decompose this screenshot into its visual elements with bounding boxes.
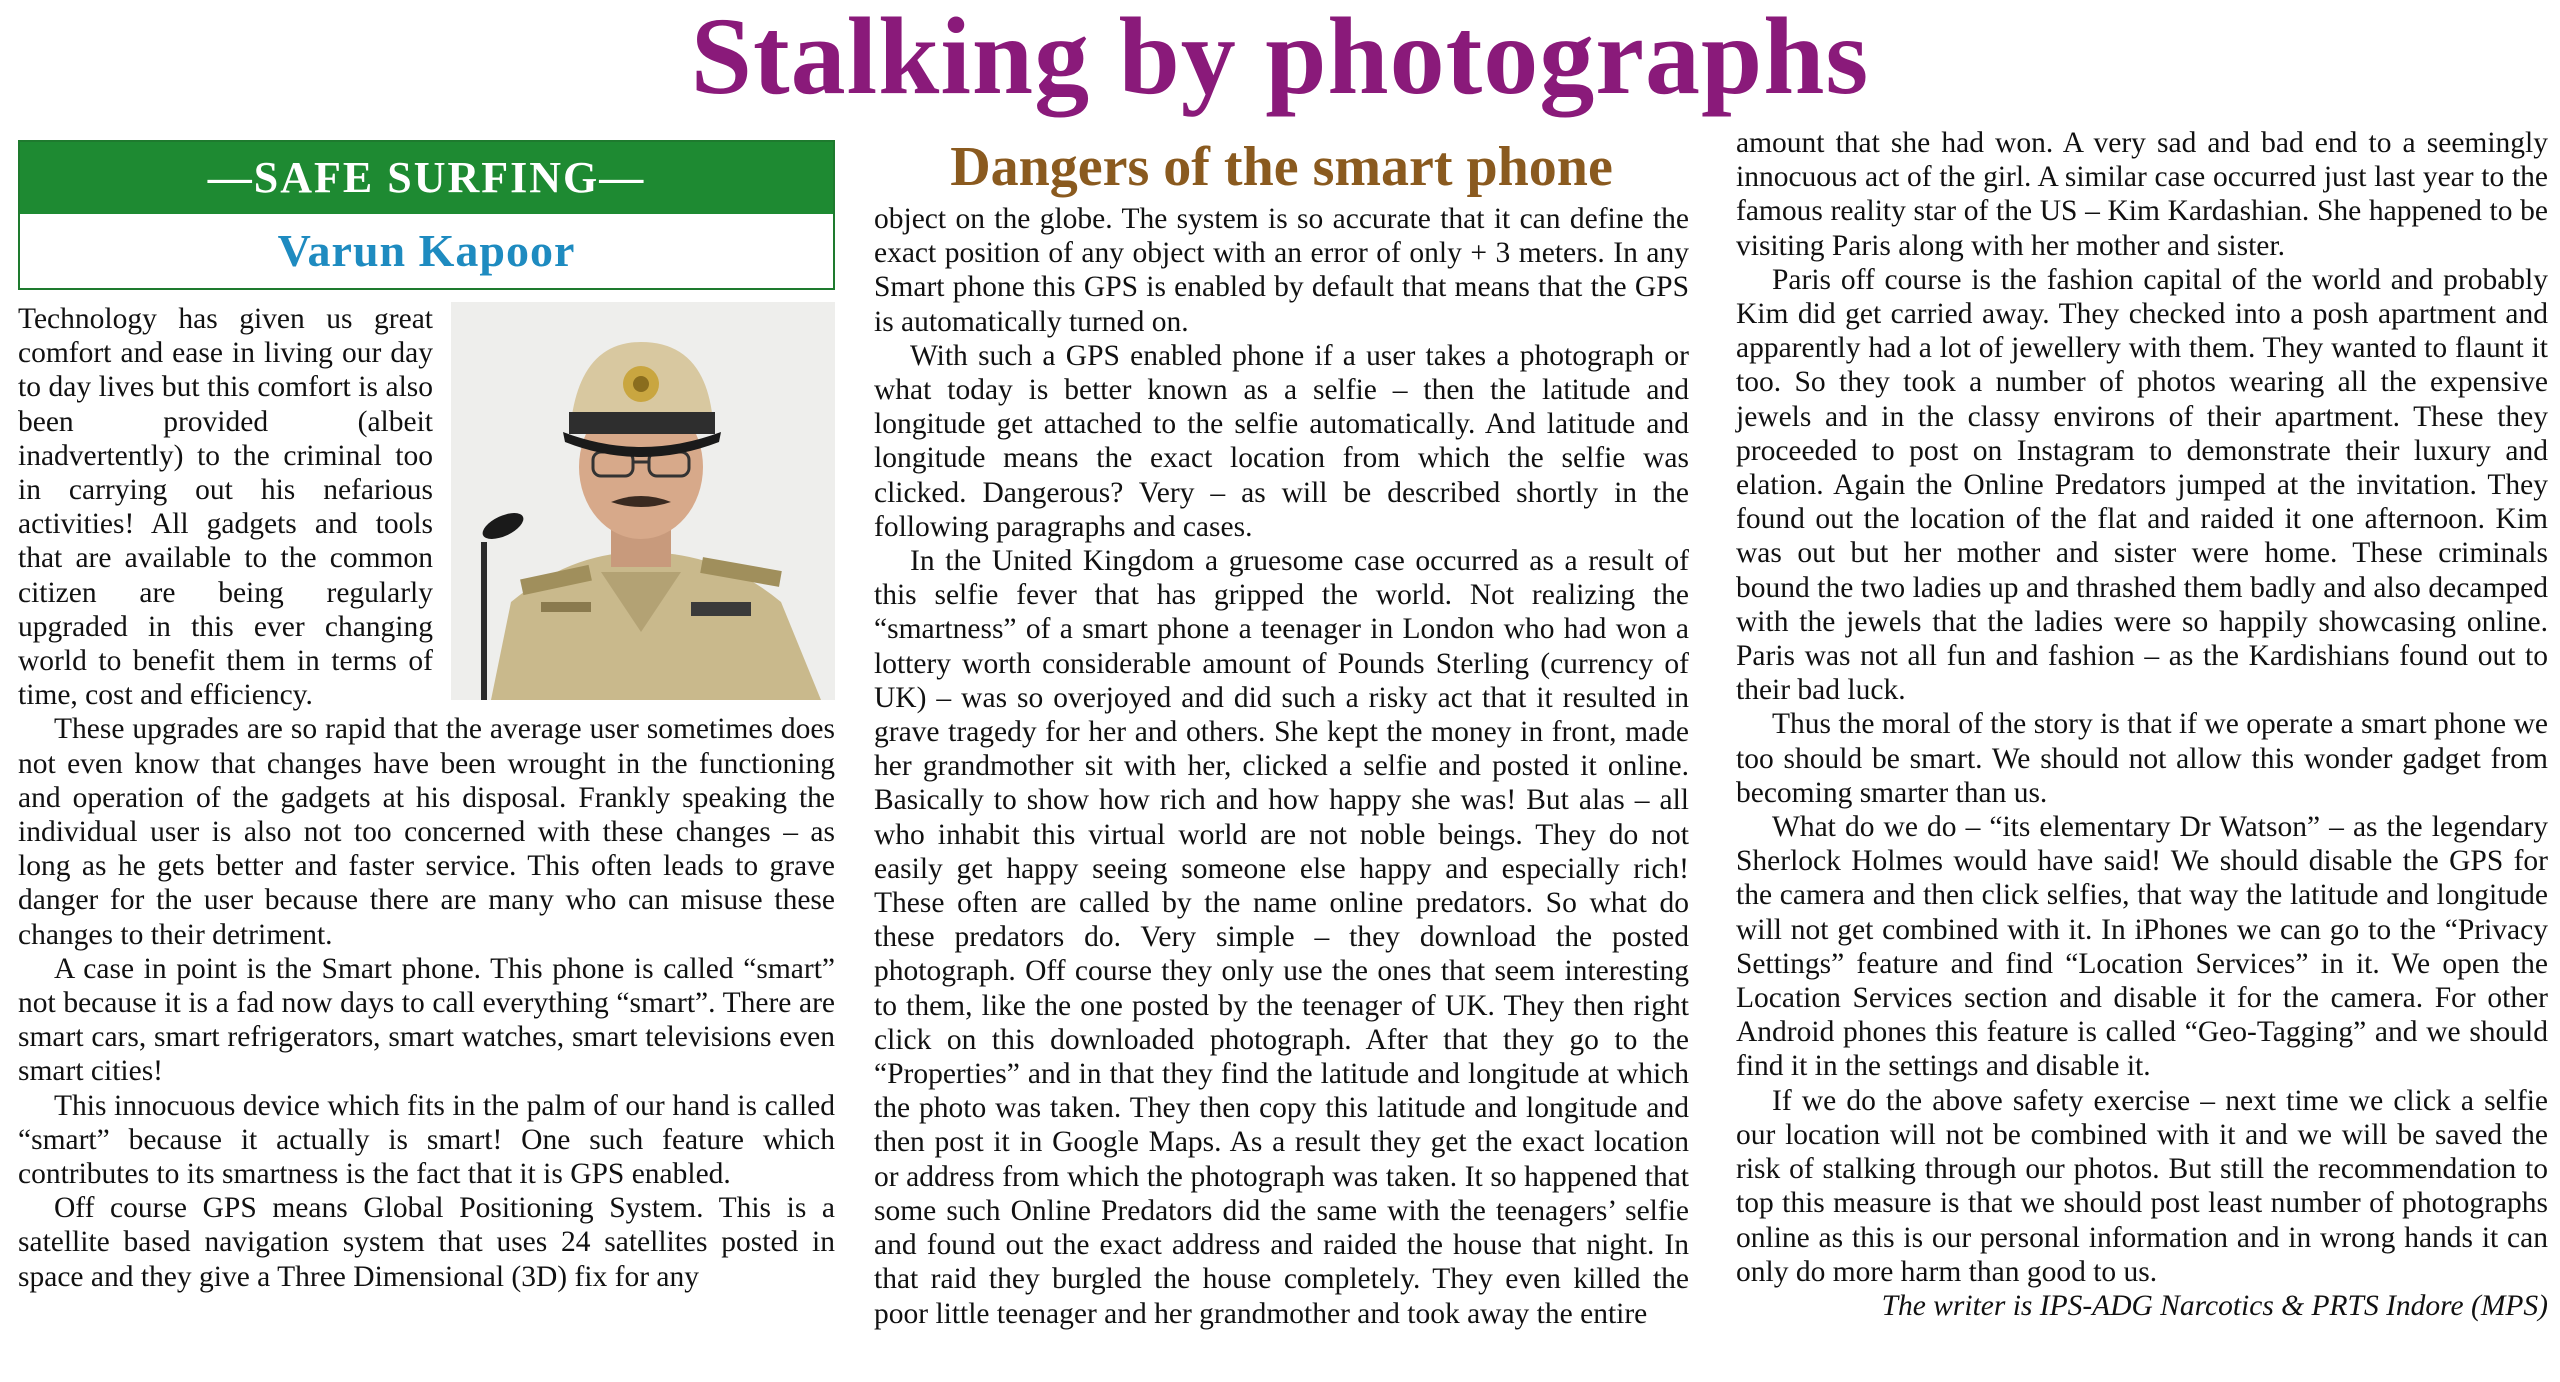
article-column-1 bbox=[18, 302, 835, 1294]
page-title: Stalking by photographs bbox=[690, 0, 1870, 117]
paragraph: Off course GPS means Global Positioning System. This is a satellite based navigation system that uses 24 satellites posted in space and they give a Three Dimensional (3D) fix for any bbox=[18, 1192, 835, 1293]
author-photo bbox=[451, 302, 835, 700]
paragraph: Technology has given us great comfort and ease in living our day to day lives but this comfort is also been provided (albeit inadvertently) to the criminal too in carrying out his nefarious activities! All gadgets and tools that are available to the common citizen are being regularly upgraded in this ever changing world to benefit them in terms of time, cost and efficiency. bbox=[18, 303, 433, 712]
paragraph: In the United Kingdom a gruesome case occurred as a result of this selfie fever that has gripped the world. Not realizing the “smartness” of a smart phone a teenager in London who had won a lottery worth considerable amount of Pounds Sterling (currency of UK) – was so overjoyed and did such a risky act that it resulted in grave tragedy for her and others. She kept the money in front, made her grandmother sit with her, clicked a selfie and posted it online. Basically to show how rich and how happy she was! But alas – all who inhabit this virtual world are not noble beings. They do not easily get happy seeing someone else happy and especially rich! These often are called by the name online predators. So what do these predators do. Very simple – they download the posted photograph. Off course they only use the ones that seem interesting to them, like the one posted by the teenager of UK. They then right click on this downloaded photograph. After that they go to the “Properties” and in that they find the latitude and longitude at which the photo was taken. They then copy this latitude and longitude and then post it in Google Maps. As a result they get the exact location or address from which the photograph was taken. It so happened that some such Online Predators did the same with the teenagers’ selfie and found out the exact address and raided the house that night. In that raid they burgled the house completely. They even killed the poor little teenager and her grandmother and took away the entire bbox=[874, 545, 1689, 1330]
paragraph: object on the globe. The system is so accurate that it can define the exact position of any object with an error of only + 3 meters. In any Smart phone this GPS is enabled by default that means that the GPS is automatically turned on. bbox=[874, 203, 1689, 338]
paragraph: This innocuous device which fits in the palm of our hand is called “smart” because it actually is smart! One such feature which contributes to its smartness is the fact that it is GPS enabled. bbox=[18, 1089, 835, 1191]
paragraph: These upgrades are so rapid that the average user sometimes does not even know that changes have been wrought in the functioning and operation of the gadgets at his disposal. Frankly speaking the individual user is also not too concerned with these changes – as long as he gets better and faster service. This often leads to grave danger for the user because there are many who can misuse these changes to their detriment. bbox=[18, 713, 835, 951]
article-column-2 bbox=[874, 202, 1689, 1331]
paragraph: What do we do – “its elementary Dr Watson” – as the legendary Sherlock Holmes would have said! We should disable the GPS for the camera and then click selfies, that way the latitude and longitude will not get combined with it. In iPhones we can go to the “Privacy Settings” feature and find “Location Services” in it. We open the Location Services section and disable it for the camera. For other Android phones this feature is called “Geo-Tagging” and we should find it in the settings and disable it. bbox=[1736, 811, 2548, 1083]
paragraph: amount that she had won. A very sad and bad end to a seemingly innocuous act of the girl. A similar case occurred just last year to the famous reality star of the US – Kim Kardashian. She happened to be visiting Paris along with her mother and sister. bbox=[1736, 127, 2548, 262]
paragraph: Paris off course is the fashion capital of the world and probably Kim did get carried away. They checked into a posh apartment and apparently had a lot of jewellery with them. They wanted to flaunt it too. So they took a number of photos wearing all the expensive jewels and in the classy environs of their apartment. These they proceeded to post on Instagram to demonstrate their luxury and elation. Again the Online Predators jumped at the invitation. They found out the location of the flat and raided it one afternoon. Kim was out but her mother and sister were home. These criminals bound the two ladies up and thrashed them badly and also decamped with the jewels that the ladies were so happily showcasing online. Paris was not all fun and fashion – as the Kardishians found out to their bad luck. bbox=[1736, 263, 2548, 707]
paragraph: If we do the above safety exercise – next time we click a selfie our location will not be combined with it and we will be saved the risk of stalking through our photos. But still the recommendation to top this measure is that we should post least number of photographs online as this is our personal information and in wrong hands it can only do more harm than good to us. bbox=[1736, 1084, 2548, 1288]
paragraph: A case in point is the Smart phone. This phone is called “smart” not because it is a fad now days to call everything “smart”. There are smart cars, smart refrigerators, smart watches, smart televisions even smart cities! bbox=[18, 952, 835, 1088]
paragraph: With such a GPS enabled phone if a user takes a photograph or what today is better known as a selfie – then the latitude and longitude get attached to the selfie automatically. And latitude and longitude means the exact location from which the selfie was clicked. Dangerous? Very – as will be described shortly in the following paragraphs and cases. bbox=[874, 339, 1689, 543]
column-tag: —SAFE SURFING— bbox=[20, 142, 833, 214]
article-column-3 bbox=[1736, 126, 2548, 1323]
subheading: Dangers of the smart phone bbox=[950, 136, 1613, 198]
author-credit: The writer is IPS-ADG Narcotics & PRTS Indore (MPS) bbox=[1881, 1289, 2548, 1322]
column-header-box bbox=[18, 140, 835, 290]
author-name: Varun Kapoor bbox=[277, 225, 576, 276]
paragraph: Thus the moral of the story is that if we operate a smart phone we too should be smart. We should not allow this wonder gadget from becoming smarter than us. bbox=[1736, 708, 2548, 809]
